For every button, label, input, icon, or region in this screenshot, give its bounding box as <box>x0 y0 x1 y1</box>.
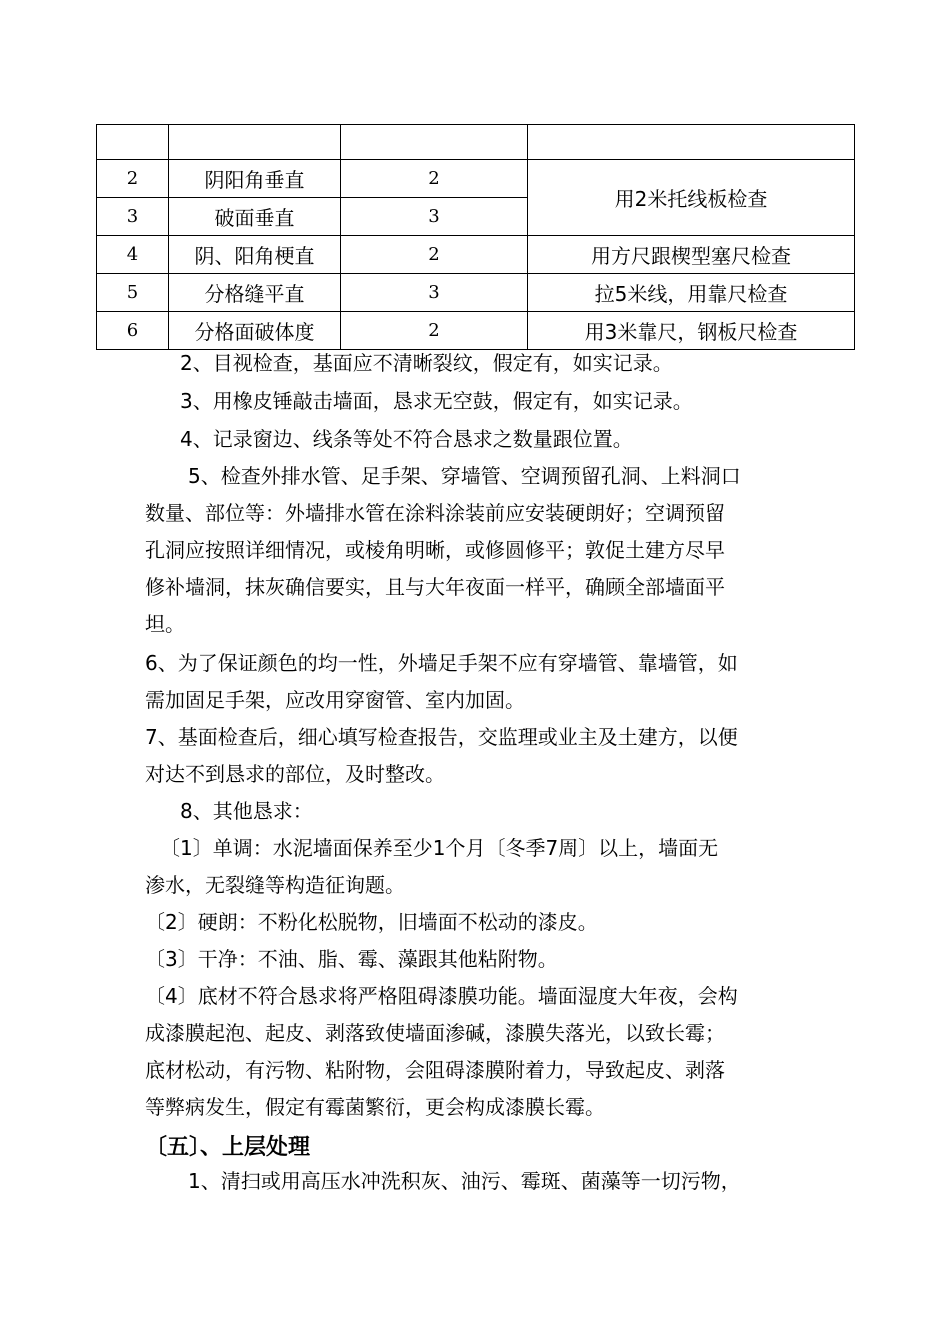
check-item: 分格缝平直 <box>169 274 341 312</box>
paragraph-other-requirements: 8、其他恳求： <box>180 799 313 823</box>
check-item: 阴、阳角梗直 <box>169 236 341 274</box>
tolerance-value: 2 <box>341 160 528 198</box>
sub-item-substrate: 底材松动，有污物、粘附物，会阻碍漆膜附着力，导致起皮、剥落 <box>145 1058 725 1082</box>
row-number: 2 <box>97 160 169 198</box>
paragraph-inspection-report: 7、基面检查后，细心填写检查报告，交监理或业主及土建方，以便 <box>145 725 738 749</box>
sub-item-substrate: 等弊病发生，假定有霉菌繁衍，更会构成漆膜长霉。 <box>145 1095 605 1119</box>
row-number: 3 <box>97 198 169 236</box>
row-number: 4 <box>97 236 169 274</box>
check-method: 用2米托线板检查 <box>528 160 855 236</box>
table-row <box>97 160 855 198</box>
paragraph-cleaning: 1、清扫或用高压水冲洗积灰、油污、霉斑、菌藻等一切污物， <box>188 1169 741 1193</box>
table-cell <box>97 125 169 160</box>
sub-item-substrate: 〔4〕底材不符合恳求将严格阻碍漆膜功能。墙面湿度大年夜，会构 <box>145 984 738 1008</box>
check-item: 破面垂直 <box>169 198 341 236</box>
tolerance-value: 3 <box>341 198 528 236</box>
table-row <box>97 236 855 274</box>
sub-item-substrate: 成漆膜起泡、起皮、剥落致使墙面渗碱，漆膜失落光，以致长霉； <box>145 1021 725 1045</box>
paragraph-inspection-report: 对达不到恳求的部位，及时整改。 <box>145 762 445 786</box>
paragraph-drainage-line: 坦。 <box>145 612 185 636</box>
tolerance-value: 2 <box>341 236 528 274</box>
row-number: 6 <box>97 312 169 350</box>
paragraph-visual-check: 2、目视检查，基面应不清晰裂纹，假定有，如实记录。 <box>180 351 673 375</box>
paragraph-hammer-check: 3、用橡皮锤敲击墙面，恳求无空鼓，假定有，如实记录。 <box>180 389 693 413</box>
table-row <box>97 312 855 350</box>
check-method: 用方尺跟楔型塞尺检查 <box>528 236 855 274</box>
paragraph-drainage-line: 5、检查外排水管、足手架、穿墙管、空调预留孔洞、上料洞口 <box>188 464 741 488</box>
check-method: 拉5米线，用靠尺检查 <box>528 274 855 312</box>
paragraph-drainage-line: 修补墙洞，抹灰确信要实，且与大年夜面一样平，确顾全部墙面平 <box>145 575 725 599</box>
sub-item-clean: 〔3〕干净：不油、脂、霉、藻跟其他粘附物。 <box>145 947 558 971</box>
table-cell <box>528 125 855 160</box>
table-cell <box>341 125 528 160</box>
table-row <box>97 274 855 312</box>
check-method: 用3米靠尺，钢板尺检查 <box>528 312 855 350</box>
section-heading: 〔五〕、上层处理 <box>145 1135 311 1160</box>
paragraph-color-uniformity: 需加固足手架，应改用穿窗管、室内加固。 <box>145 688 525 712</box>
inspection-table <box>96 124 855 350</box>
paragraph-drainage-line: 数量、部位等：外墙排水管在涂料涂装前应安装硬朗好；空调预留 <box>145 501 725 525</box>
check-item: 分格面破体度 <box>169 312 341 350</box>
paragraph-record-defects: 4、记录窗边、线条等处不符合恳求之数量跟位置。 <box>180 427 633 451</box>
row-number: 5 <box>97 274 169 312</box>
sub-item-dry: 〔1〕单调：水泥墙面保养至少1个月〔冬季7周〕以上，墙面无 <box>160 836 719 860</box>
tolerance-value: 2 <box>341 312 528 350</box>
paragraph-drainage-line: 孔洞应按照详细情况，或棱角明晰，或修圆修平；敦促土建方尽早 <box>145 538 725 562</box>
check-item: 阴阳角垂直 <box>169 160 341 198</box>
paragraph-color-uniformity: 6、为了保证颜色的均一性，外墙足手架不应有穿墙管、靠墙管，如 <box>145 651 738 675</box>
table-cell <box>169 125 341 160</box>
table-row-empty <box>97 125 855 160</box>
sub-item-firm: 〔2〕硬朗：不粉化松脱物，旧墙面不松动的漆皮。 <box>145 910 598 934</box>
tolerance-value: 3 <box>341 274 528 312</box>
sub-item-dry: 渗水，无裂缝等构造征询题。 <box>145 873 405 897</box>
